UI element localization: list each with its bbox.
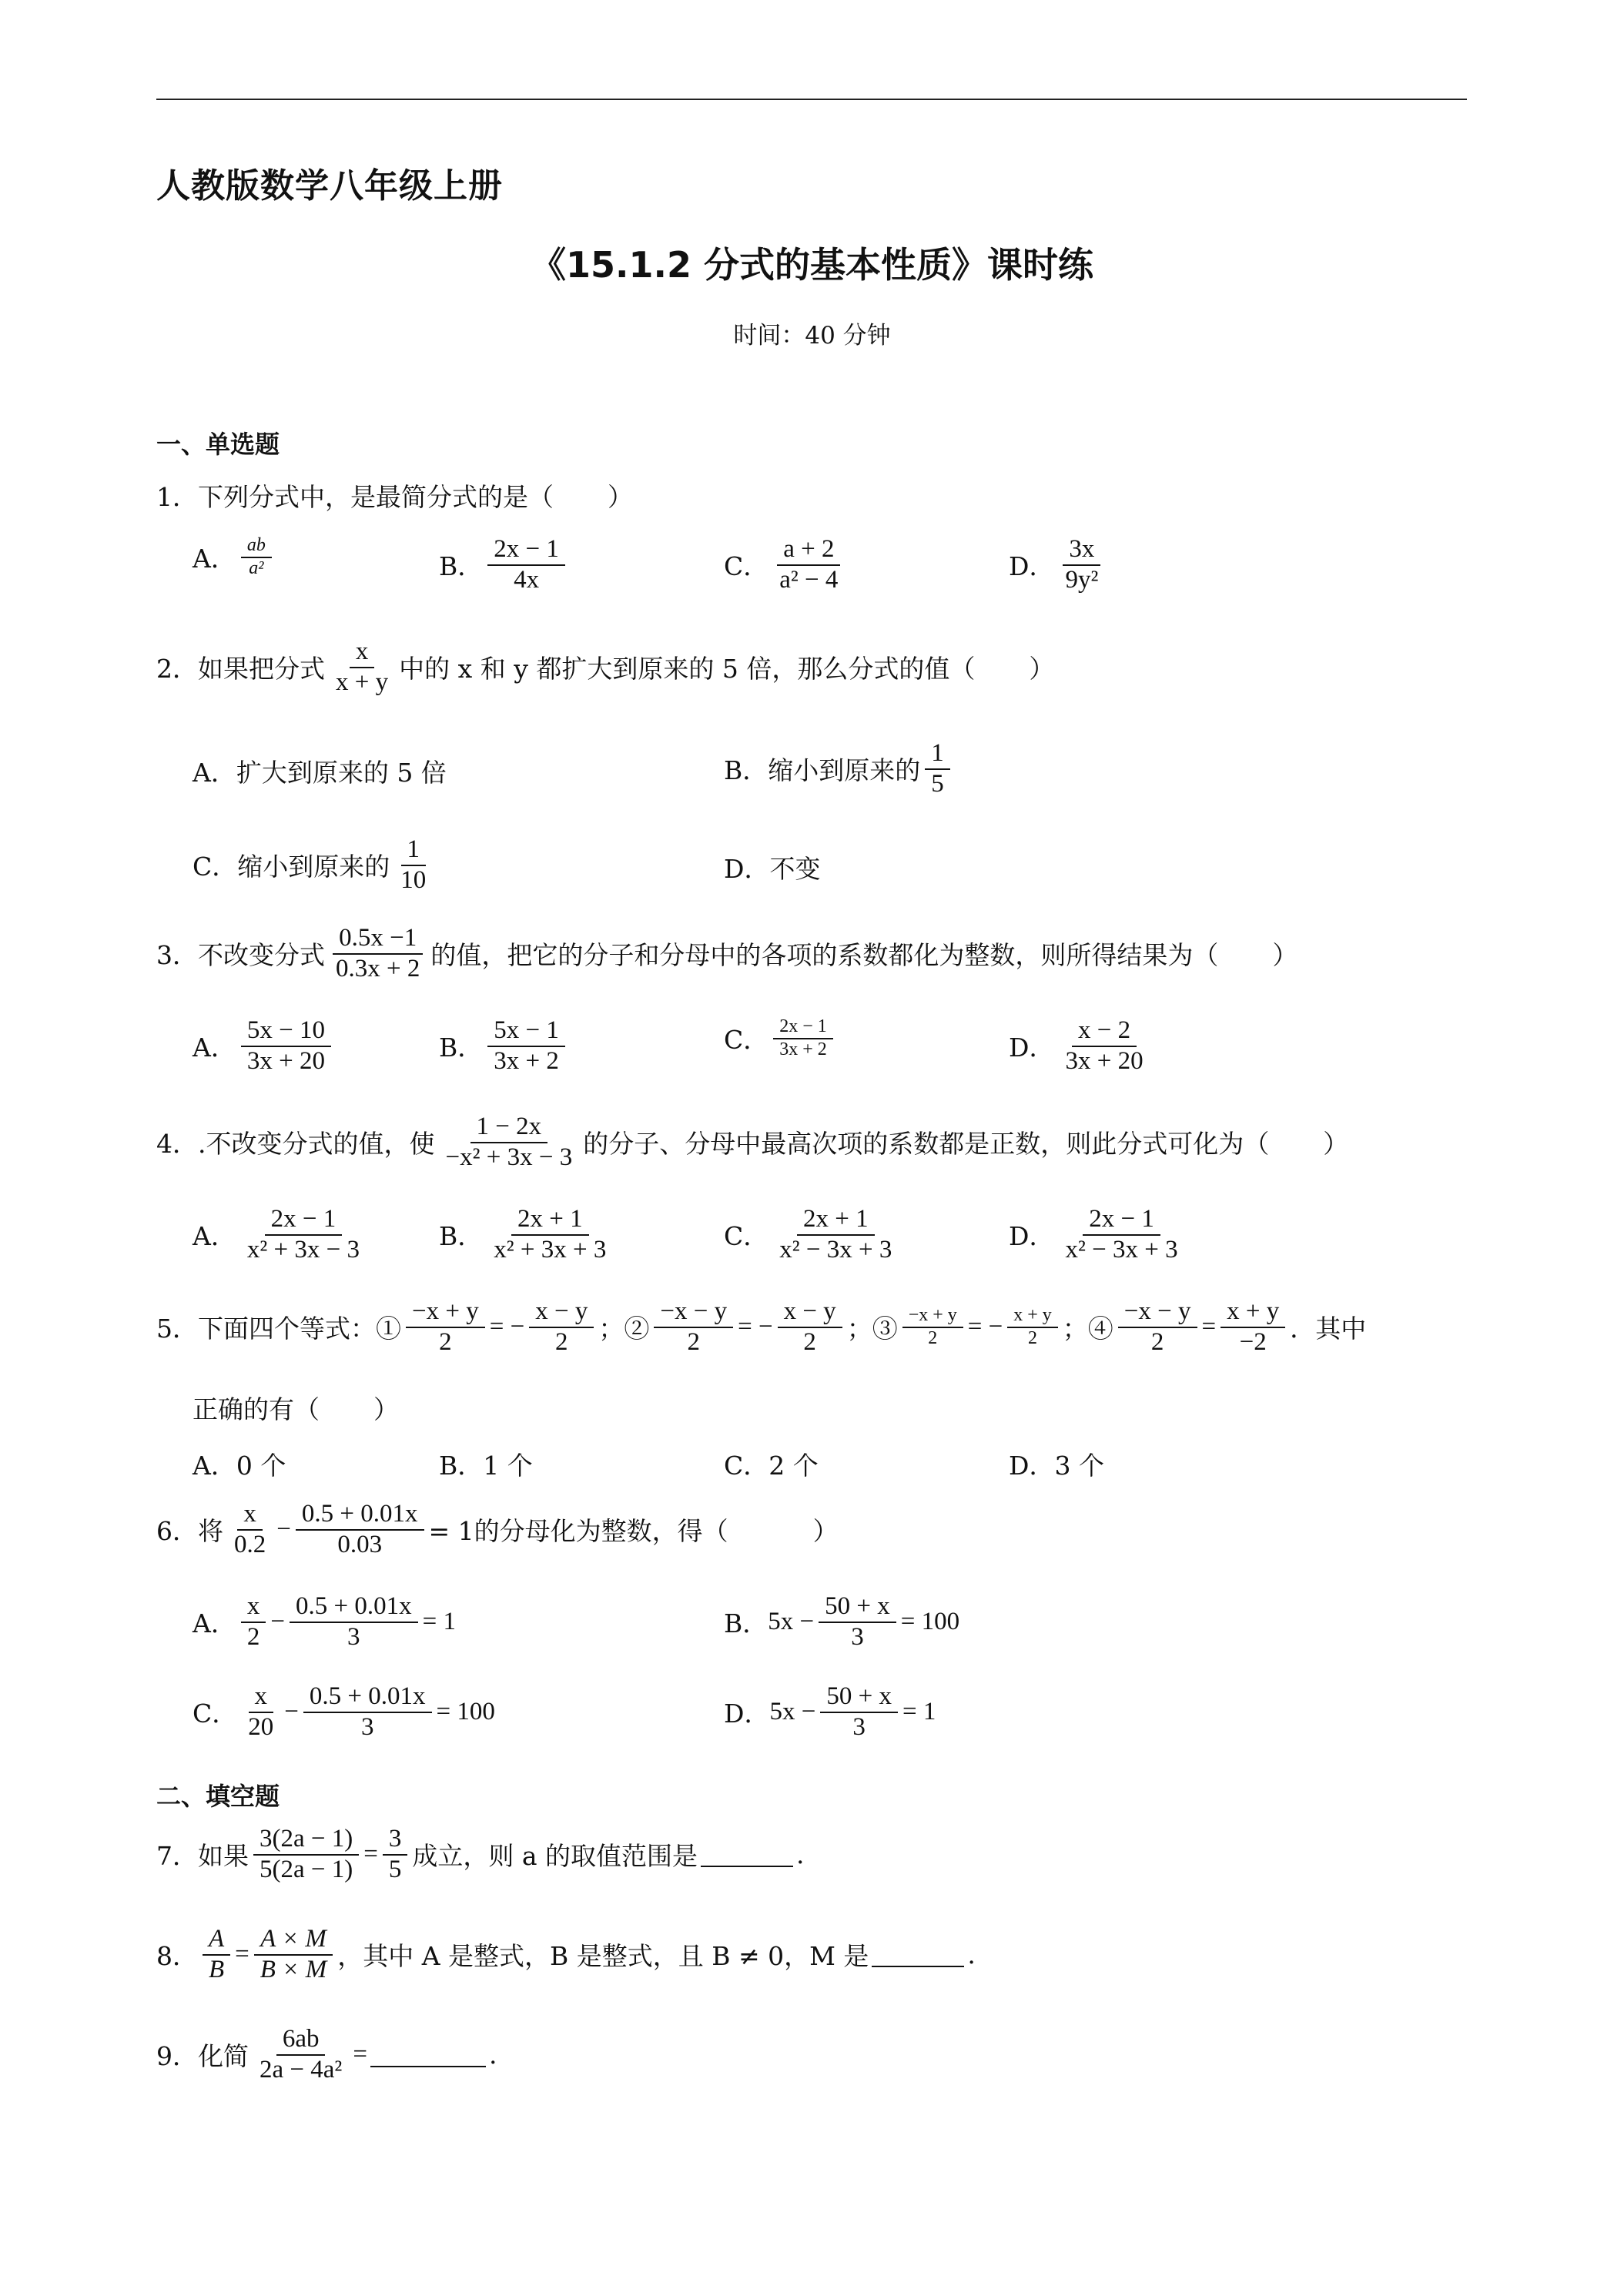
header-rule: [156, 99, 1467, 100]
q6-option-b: B． 5x − $\frac{50 + x}{3}$ = 100: [724, 1592, 960, 1651]
q1-option-d: D． $\frac{3x}{\text{9y²}}$: [1009, 535, 1109, 595]
question-5-stem: 5．下面四个等式：① $\frac{-x + y}{2}$ = − $\frac{x - y}{2}$ ；② $\frac{-x - y}{2}$ = − $\frac{x - y}{2}$ ；③ $\frac{-x + y}{2}$ = − $\frac{x + y}{2}$ ；④ $\frac{-x - y}{2}$ = $\frac{x + y}{-2}$ ．其中: [156, 1297, 1367, 1356]
fraction: $\frac{x}{2}$: [241, 1592, 266, 1652]
q2-option-c: C．缩小到原来的 $\frac{1}{10}$: [193, 835, 437, 895]
fraction: $\frac{ab}{\text{a²}}$: [241, 535, 272, 579]
q4-option-c: C． $\frac{2x + 1}{\text{x² − 3x + 3}}$: [724, 1205, 902, 1265]
fraction: $\frac{x}{20}$: [248, 1682, 274, 1741]
fraction: $\frac{5x - 10}{3x + 20}$: [241, 1016, 331, 1076]
fraction: $\frac{x - y}{2}$: [529, 1297, 594, 1357]
q1-option-a: A． $\frac{ab}{\text{a²}}$: [193, 535, 276, 579]
q1-option-c: C． $\frac{a + 2}{\text{a² − 4}}$: [724, 535, 849, 595]
question-6-stem: 6．将 $\frac{x}{0.2}$ − $\frac{0.5 + 0.01x}{0.03}$ = 1的分母化为整数，得（ ）: [156, 1500, 839, 1558]
fraction: $\frac{a + 2}{\text{a² − 4}}$: [773, 535, 844, 595]
fraction: $\frac{6ab}{\text{2a − 4a²}}$: [260, 2025, 343, 2083]
fraction: $\frac{-x - y}{2}$: [654, 1297, 733, 1357]
fraction: $\frac{x - y}{2}$: [778, 1297, 842, 1357]
fraction: $\frac{3}{5}$: [383, 1825, 408, 1885]
question-5-stem-cont: 正确的有（ ）: [193, 1394, 399, 1424]
fraction: $\frac{x - 2}{3x + 20}$: [1065, 1016, 1143, 1075]
fraction: $\frac{-x + y}{2}$: [902, 1305, 963, 1349]
question-9-stem: 9．化简 $\frac{6ab}{\text{2a − 4a²}}$ = .: [156, 2025, 497, 2083]
q5-option-c: C．2 个: [724, 1451, 819, 1481]
question-7-stem: 7．如果 $\frac{3(2a - 1)}{5(2a - 1)}$ = $\frac{3}{5}$ 成立，则 a 的取值范围是 .: [156, 1825, 805, 1883]
fraction: $\frac{-x + y}{2}$: [406, 1297, 485, 1357]
fraction: $\frac{A \times M}{B \times M}$: [254, 1925, 333, 1985]
fraction: $\frac{5x - 1}{3x + 2}$: [487, 1016, 565, 1076]
answer-blank[interactable]: [701, 1842, 793, 1867]
question-2-stem: 2．如果把分式 $\frac{x}{x + y}$ 中的 x 和 y 都扩大到原来的 5 倍，那么分式的值（ ）: [156, 638, 1055, 696]
fraction: $\frac{2x - 1}{4x}$: [487, 535, 565, 595]
fraction: $\frac{0.5x -1}{0.3x + 2}$: [330, 924, 426, 984]
q2-option-a: A．扩大到原来的 5 倍: [193, 758, 447, 788]
q6-option-c: C． $\frac{x}{20}$ − $\frac{0.5 + 0.01x}{3}$ = 100: [193, 1682, 495, 1741]
q3-option-b: B． $\frac{5x - 1}{3x + 2}$: [439, 1016, 570, 1076]
q3-option-d: D． $\frac{x - 2}{3x + 20}$: [1009, 1016, 1154, 1076]
fraction: $\frac{x}{x + y}$: [336, 638, 389, 696]
q5-option-a: A．0 个: [193, 1451, 286, 1481]
q2-option-b: B．缩小到原来的 $\frac{1}{5}$: [724, 739, 955, 799]
fraction: $\frac{3x}{\text{9y²}}$: [1059, 535, 1104, 595]
q4-option-b: B． $\frac{2x + 1}{\text{x² + 3x + 3}}$: [439, 1205, 617, 1265]
fraction: $\frac{x + y}{2}$: [1007, 1305, 1058, 1349]
fraction: $\frac{x + y}{-2}$: [1221, 1297, 1285, 1357]
fraction: $\frac{0.5 + 0.01x}{0.03}$: [296, 1500, 424, 1560]
fraction: $\frac{-x - y}{2}$: [1118, 1297, 1197, 1357]
fraction: $\frac{2x - 1}{\text{x² − 3x + 3}}$: [1065, 1205, 1178, 1263]
q3-option-c: C． $\frac{2x - 1}{3x + 2}$: [724, 1016, 838, 1060]
q4-option-a: A． $\frac{2x - 1}{\text{x² + 3x − 3}}$: [193, 1205, 370, 1265]
q6-option-d: D． 5x − $\frac{50 + x}{3}$ = 1: [724, 1682, 936, 1741]
fraction: $\frac{50 + x}{3}$: [820, 1682, 898, 1742]
fraction: $\frac{2x + 1}{\text{x² + 3x + 3}}$: [494, 1205, 607, 1263]
page-title: 人教版数学八年级上册: [156, 166, 503, 206]
page-subtitle: 《15.1.2 分式的基本性质》课时练: [531, 244, 1093, 286]
answer-blank[interactable]: [872, 1943, 964, 1967]
fraction: $\frac{0.5 + 0.01x}{3}$: [290, 1592, 418, 1652]
fraction: $\frac{3(2a - 1)}{5(2a - 1)}$: [253, 1825, 359, 1885]
q6-option-a: A． $\frac{x}{2}$ − $\frac{0.5 + 0.01x}{3}$ = 1: [193, 1592, 456, 1651]
q2-option-d: D．不变: [724, 854, 821, 884]
fraction: $\frac{2x - 1}{3x + 2}$: [773, 1016, 833, 1060]
question-3-stem: 3．不改变分式 $\frac{0.5x -1}{0.3x + 2}$ 的值，把它的分子和分母中的各项的系数都化为整数，则所得结果为（ ）: [156, 924, 1298, 982]
section-fill-blank: 二、填空题: [156, 1782, 280, 1811]
fraction: $\frac{1}{5}$: [925, 739, 950, 799]
fraction: $\frac{A}{B}$: [203, 1925, 230, 1985]
q3-option-a: A． $\frac{5x - 10}{3x + 20}$: [193, 1016, 336, 1076]
fraction: $\frac{x}{0.2}$: [234, 1500, 266, 1558]
question-8-stem: 8． $\frac{A}{B}$ = $\frac{A \times M}{B \times M}$ ，其中 A 是整式，B 是整式，且 B ≠ 0，M 是 .: [156, 1925, 976, 1983]
time-limit: 时间：40 分钟: [733, 322, 891, 350]
question-1-stem: 1．下列分式中，是最简分式的是（ ）: [156, 482, 633, 512]
section-single-choice: 一、单选题: [156, 430, 280, 459]
fraction: $\frac{1 - 2x}{\text{−x² + 3x − 3}}$: [445, 1113, 573, 1171]
answer-blank[interactable]: [370, 2043, 486, 2067]
fraction: $\frac{50 + x}{3}$: [819, 1592, 896, 1652]
fraction: $\frac{2x - 1}{\text{x² + 3x − 3}}$: [246, 1205, 360, 1263]
fraction: $\frac{2x + 1}{\text{x² − 3x + 3}}$: [779, 1205, 892, 1263]
question-4-stem: 4．.不改变分式的值，使 $\frac{1 - 2x}{\text{−x² + 3x − 3}}$ 的分子、分母中最高次项的系数都是正数，则此分式可化为（ ）: [156, 1113, 1349, 1171]
q1-option-b: B． $\frac{2x - 1}{4x}$: [439, 535, 570, 595]
q5-option-b: B．1 个: [439, 1451, 533, 1481]
q5-option-d: D．3 个: [1009, 1451, 1104, 1481]
fraction: $\frac{0.5 + 0.01x}{3}$: [303, 1682, 432, 1742]
q4-option-d: D． $\frac{2x - 1}{\text{x² − 3x + 3}}$: [1009, 1205, 1189, 1265]
fraction: $\frac{1}{10}$: [400, 835, 427, 894]
